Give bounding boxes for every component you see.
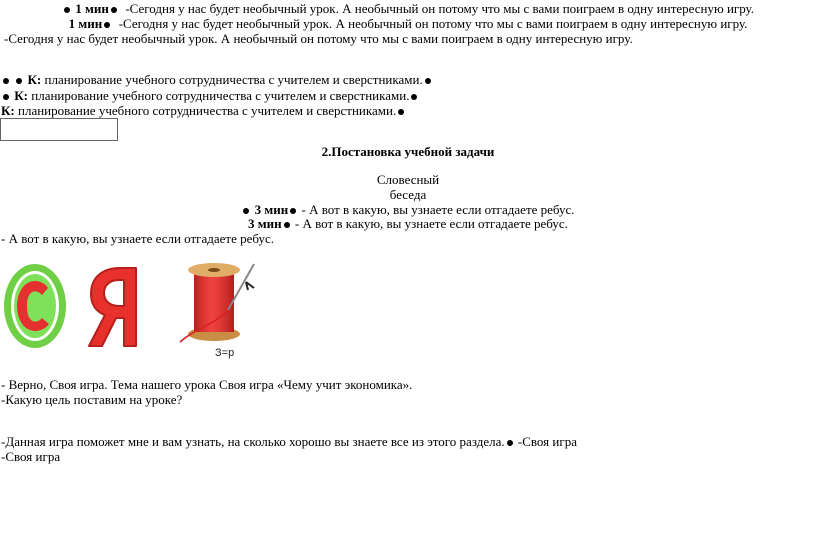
letter-ya-text: Я bbox=[115, 312, 117, 313]
bullet-dot-icon bbox=[411, 94, 417, 100]
k-line-2 bbox=[1, 88, 419, 104]
method-type: беседа bbox=[389, 187, 427, 202]
thread-spool-image bbox=[176, 258, 262, 348]
k-text: планирование учебного сотрудничества с учителем и сверстниками. bbox=[31, 88, 410, 103]
k-line-1 bbox=[1, 72, 433, 88]
bullet-dot-icon bbox=[507, 440, 513, 446]
k-label: К: bbox=[14, 88, 29, 103]
bullet-dot-icon bbox=[425, 78, 431, 84]
goal-question: -Какую цель поставим на уроке? bbox=[1, 392, 183, 407]
k-text: планирование учебного сотрудничества с учителем и сверстниками. bbox=[18, 103, 397, 118]
minute1-label: 1 мин bbox=[68, 16, 103, 31]
bullet-dot-icon bbox=[64, 7, 70, 13]
bullet-dot-icon bbox=[16, 78, 22, 84]
bullet-dot-icon bbox=[111, 7, 117, 13]
method-label: Словесный bbox=[376, 172, 440, 187]
bullet-dot-icon bbox=[290, 208, 296, 214]
intro-plain: -Сегодня у нас будет необычный урок. А необычный он потому что мы с вами поиграем в одну интересную игру. bbox=[4, 31, 633, 46]
bullet-dot-icon bbox=[243, 208, 249, 214]
answer-text: - Верно, Своя игра. Тема нашего урока Своя игра «Чему учит экономика». bbox=[1, 377, 413, 392]
rebus-prompt: - А вот в какую, вы узнаете если отгадаете ребус. bbox=[1, 231, 275, 246]
k-label: К: bbox=[27, 72, 42, 87]
empty-table-cell bbox=[0, 118, 118, 141]
minute1-label: 1 мин bbox=[75, 1, 109, 16]
minute3-line-2 bbox=[0, 216, 816, 232]
bullet-dot-icon bbox=[3, 78, 9, 84]
bullet-dot-icon bbox=[284, 222, 290, 228]
letter-c-image bbox=[0, 258, 72, 354]
spool-caption: З=р bbox=[215, 347, 235, 359]
game-help-line bbox=[1, 434, 577, 450]
minute1-text: -Сегодня у нас будет необычный урок. А необычный он потому что мы с вами поиграем в одну интересную игру. bbox=[118, 16, 748, 31]
minute1-line-2 bbox=[0, 16, 816, 32]
minute3-text: - А вот в какую, вы узнаете если отгадаете ребус. bbox=[294, 216, 568, 231]
bullet-dot-icon bbox=[104, 22, 110, 28]
k-label: К: bbox=[1, 103, 15, 118]
minute3-label: 3 мин bbox=[248, 216, 282, 231]
bullet-dot-icon bbox=[3, 94, 9, 100]
game-help-text: -Данная игра поможет мне и вам узнать, на сколько хорошо вы знаете все из этого раздела. bbox=[1, 434, 505, 449]
game-name-inline: -Своя игра bbox=[517, 434, 577, 449]
k-text: планирование учебного сотрудничества с учителем и сверстниками. bbox=[44, 72, 423, 87]
bullet-dot-icon bbox=[398, 109, 404, 115]
letter-c-text: С bbox=[34, 313, 36, 314]
k-line-3 bbox=[1, 103, 406, 119]
section-title: 2.Постановка учебной задачи bbox=[321, 144, 495, 159]
letter-ya-image bbox=[86, 262, 152, 350]
minute3-label: 3 мин bbox=[254, 202, 289, 217]
game-name: -Своя игра bbox=[1, 449, 61, 464]
minute3-text: - А вот в какую, вы узнаете если отгадаете ребус. bbox=[301, 202, 575, 217]
minute1-line-1 bbox=[0, 1, 816, 17]
minute1-text: -Сегодня у нас будет необычный урок. А необычный он потому что мы с вами поиграем в одну интересную игру. bbox=[125, 1, 755, 16]
